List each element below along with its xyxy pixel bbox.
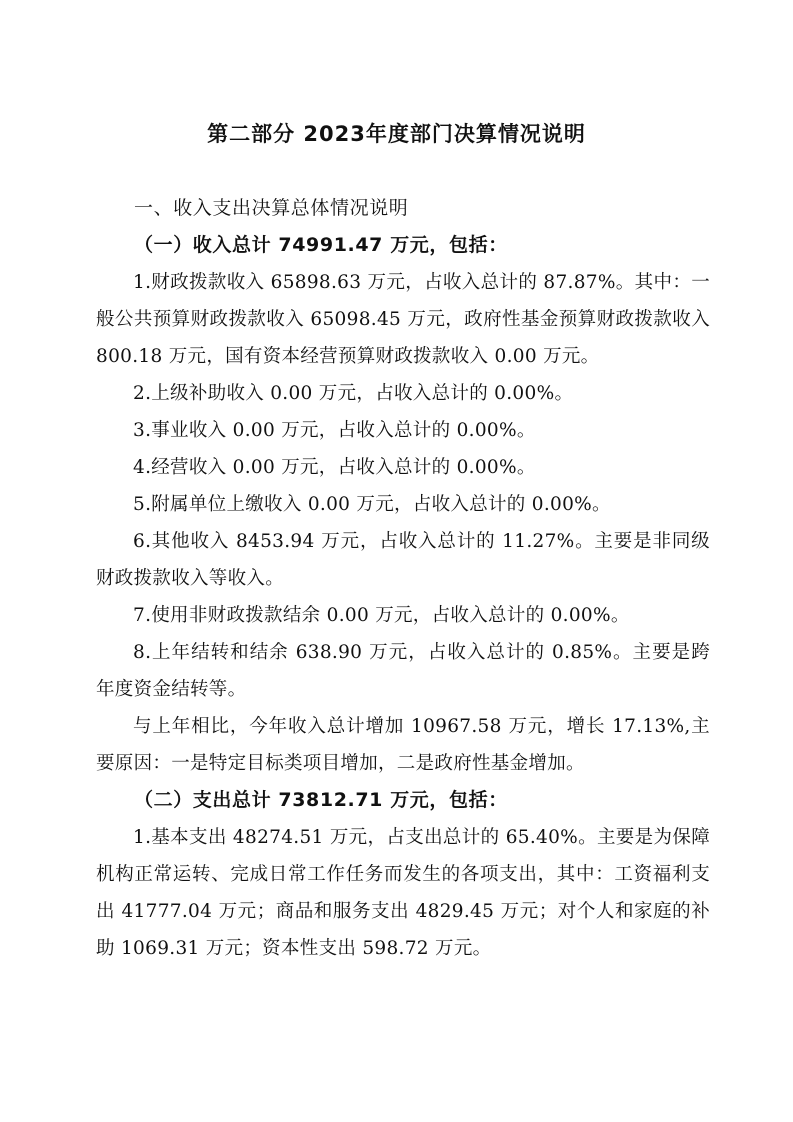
income-item: 8.上年结转和结余 638.90 万元，占收入总计的 0.85%。主要是跨年度资金结转等。 <box>96 642 710 700</box>
section-heading-overview: 一、收入支出决算总体情况说明 <box>134 197 409 219</box>
page-title: 第二部分 2023年度部门决算情况说明 <box>207 122 586 146</box>
income-item: 1.财政拨款收入 65898.63 万元，占收入总计的 87.87%。其中：一般公共预算财政拨款收入 65098.45 万元，政府性基金预算财政拨款收入 800.18 万元，国有资本经营预算财政拨款收入 0.00 万元。 <box>96 272 710 367</box>
expense-heading: （二）支出总计 73812.71 万元，包括： <box>134 789 508 811</box>
income-item: 3.事业收入 0.00 万元，占收入总计的 0.00%。 <box>133 420 536 441</box>
income-heading: （一）收入总计 74991.47 万元，包括： <box>134 234 508 256</box>
income-item: 2.上级补助收入 0.00 万元，占收入总计的 0.00%。 <box>133 383 574 404</box>
income-item: 5.附属单位上缴收入 0.00 万元，占收入总计的 0.00%。 <box>133 494 611 515</box>
income-item: 4.经营收入 0.00 万元，占收入总计的 0.00%。 <box>133 457 536 478</box>
document-body <box>96 190 710 967</box>
income-comparison: 与上年相比，今年收入总计增加 10967.58 万元，增长 17.13%,主要原因：一是特定目标类项目增加，二是政府性基金增加。 <box>96 716 710 774</box>
income-item: 6.其他收入 8453.94 万元，占收入总计的 11.27%。主要是非同级财政拨款收入等收入。 <box>96 531 710 589</box>
expense-item: 1.基本支出 48274.51 万元，占支出总计的 65.40%。主要是为保障机构正常运转、完成日常工作任务而发生的各项支出，其中：工资福利支出 41777.04 万元；商品和服务支出 4829.45 万元；对个人和家庭的补助 1069.31 万元；资本性支出 598.72 万元。 <box>96 827 710 959</box>
income-item: 7.使用非财政拨款结余 0.00 万元，占收入总计的 0.00%。 <box>133 605 630 626</box>
